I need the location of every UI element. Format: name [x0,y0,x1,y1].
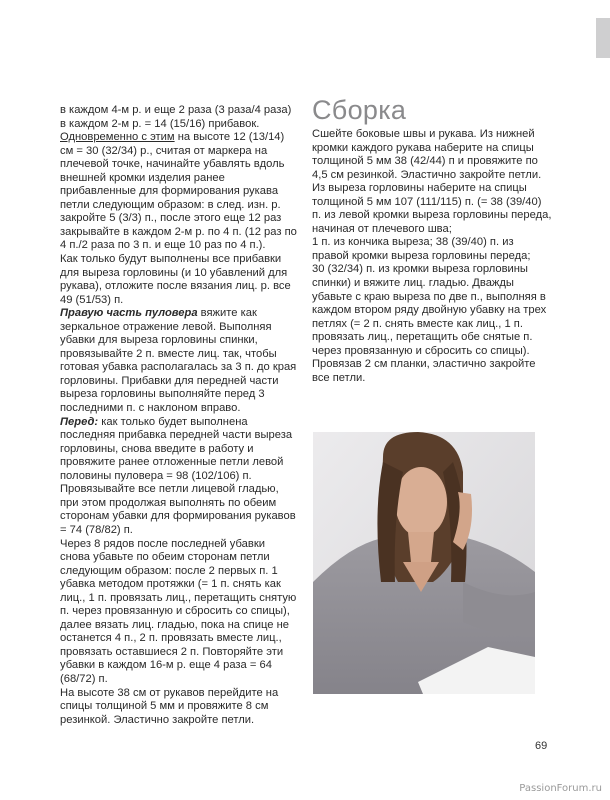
simultaneous-text: на высоте 12 (13/14) см = 30 (32/34) р., считая от маркера на плечевой точке, начинайте убавлять вдоль внешней кромки изделия ранее прибавленные для формирования рукава петли следующим образом: в след. изн. р. закройте 5 (3/3) п., после этого еще 12 раз закрывайте в каждом 2-м р. по 4 п. (12 раз по 4 п./2 раза по 3 п. и еще 10 раз по 4 п.). [60,131,297,252]
right-part-text: вяжите как зеркальное отражение левой. Выполняя убавки для выреза горловины спинки, провязывайте 2 п. вместе лиц. так, чтобы готовая убавка располагалась за 3 п. до края горловины. Прибавки для передней части выреза горловины выполняйте перед 3 последними п. с наклоном вправо. [60,307,297,415]
right-text-column [312,128,552,385]
front-text: как только будет выполнена последняя прибавка передней части выреза горловины, снова введите в работу и провяжите ранее отложенные петли левой половины пуловера = 98 (102/106) п. Провязывайте все петли лицевой гладью, при этом продолжая выполнять по обеим сторонам убавки для формирования рукавов = 74 (78/82) п. [60,415,296,536]
paragraph-right-part [60,307,298,415]
front-label: Перед: [60,415,99,428]
page-edge-tab [596,18,610,58]
simultaneous-label: Одновременно с этим [60,131,175,144]
right-part-label: Правую часть пуловера [60,307,198,320]
assembly-paragraph-4: 30 (32/34) п. из кромки выреза горловины спинки) и вяжите лиц. гладью. Дважды убавьте с краю выреза по две п., выполняя в каждом втором ряду двойную убавку на трех петлях (= 2 п. снять вместе как лиц., 1 п. провязать лиц., перетащить обе снятые п. через провязанную и сбросить со спицы). [312,263,547,357]
assembly-paragraph-5: Провязав 2 см планки, эластично закройте все петли. [312,358,536,384]
paragraph-increases-line1: в каждом 4-м р. и еще 2 раза (3 раза/4 раза) [60,104,292,116]
watermark: PassionForum.ru [519,783,602,794]
assembly-paragraph-3: 1 п. из кончика выреза; 38 (39/40) п. из правой кромки выреза горловины переда; [312,236,531,262]
paragraph-neckline: Как только будут выполнены все прибавки для выреза горловины (и 10 убавлений для рукава), отложите после вязания лиц. р. все 49 (51/53) п. [60,253,291,306]
paragraph-front [60,416,298,538]
paragraph-ribbing: На высоте 38 см от рукавов перейдите на спицы толщиной 5 мм и провяжите 8 см резинкой. Эластично закройте петли. [60,686,279,726]
paragraph-decreases: Через 8 рядов после последней убавки снова убавьте по обеим сторонам петли следующим образом: после 2 первых п. 1 убавка методом протяжки (= 1 п. снять как лиц., 1 п. провязать лиц., перетащить снятую п. через провязанную и сбросить со спицы), далее вязать лиц. гладью, пока на спице не останется 4 п., 2 п. провязать вместе лиц., провязать оставшиеся 2 п. Повторяйте эти убавки в каждом 16-м р. еще 4 раза = 64 (68/72) п. [60,537,297,685]
assembly-paragraph-2: Из выреза горловины наберите на спицы толщиной 5 мм 107 (111/115) п. (= 38 (39/40) п. из левой кромки выреза горловины переда, начиная от плечевого шва; [312,182,552,235]
model-photo [313,432,535,694]
paragraph-increases-line2: в каждом 2-м р. = 14 (15/16) прибавок. [60,117,260,130]
section-title-assembly: Сборка [312,95,407,125]
left-text-column [60,104,298,727]
paragraph-simultaneous [60,131,298,253]
page-number: 69 [535,740,548,752]
assembly-paragraph-1: Сшейте боковые швы и рукава. Из нижней кромки каждого рукава наберите на спицы толщиной 5 мм 38 (42/44) п и провяжите по 4,5 см резинкой. Эластично закройте петли. [312,128,542,181]
